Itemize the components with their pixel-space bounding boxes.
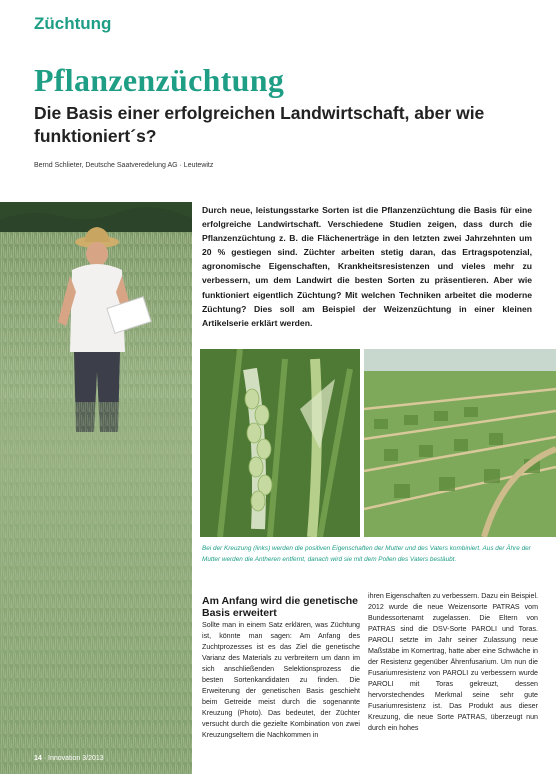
intro-text: Durch neue, leistungsstarke Sorten ist die Pflanzenzüchtung die Basis für eine erfolgreiche Landwirtschaft. Verschiedene Studien zeigen, dass durch die Pflanzenzüchtung z. B. die Flächenerträge in den letzten zwei Jahrzehnten um 20 % gestiegen sind. Züchter arbeiten stetig daran, das Ertragspotenzial, agronomische Eigenschaften, Krankheitsresistenzen und vieles mehr zu verbessern, um dem Landwirt die besten Sorten zu präsentieren. Aber wie funktioniert eigentlich Züchtung? Mit welchen Techniken arbeitet die moderne Züchtung? Dies soll am Beispiel der Weizenzüchtung in einer kleinen Artikelserie erklärt werden. — [202, 205, 532, 328]
section-heading: Am Anfang wird die genetische Basis erweitert — [202, 595, 358, 619]
page-footer — [34, 755, 104, 762]
article-subtitle: Die Basis einer erfolgreichen Landwirtschaft, aber wie funktioniert´s? — [34, 103, 485, 146]
article-column-2 — [368, 591, 538, 734]
journal-issue: · Innovation 3/2013 — [43, 755, 104, 762]
column-1-text: Sollte man in einem Satz erklären, was Züchtung ist, könnte man sagen: Am Anfang des Zuchtprozesses ist es das Ziel die genetische Varianz des Materials zu verbreitern um dann im sich anschließenden Selektionsprozess die besten Sortenkandidaten zu finden. Die Erweiterung der genetischen Basis geschieht beim Getreide meist durch die sogenannte Kreuzung (Photo). Das bedeutet, der Züchter versucht durch die gezielte Kombination von zwei Kreuzungseltern die Nachkommen in — [202, 621, 360, 739]
article-title: Pflanzenzüchtung — [34, 62, 285, 98]
intro-paragraph — [202, 203, 532, 330]
section-label: Züchtung — [34, 14, 112, 33]
wheat-crossing-photo — [200, 349, 360, 537]
column-2-text: ihren Eigenschaften zu verbessern. Dazu ein Beispiel. 2012 wurde die neue Weizensorte PATRAS vom Bundessortenamt zugelassen. Die Eltern von PATRAS sind die DSV-Sorte PAROLI und Toras. PAROLI setzte im Jahr seiner Zulassung neue Maßstäbe im Kornertrag, hatte aber eine Schwäche in der Resistenz gegenüber Ährenfusarium. Um nun die Fusariumresistenz von PAROLI zu verbessern wurde PAROLI mit Toras gekreuzt, dessen hervorstechendes Merkmal seine sehr gute Fusariumresistenz ist. Das Produkt aus dieser Kreuzung, die neue Sorte PATRAS, überzeugt nun durch ein hohes — [368, 592, 538, 732]
author-byline: Bernd Schlieter, Deutsche Saatveredelung AG · Leutewitz — [34, 162, 214, 169]
page-number: 14 — [34, 755, 42, 762]
trial-field-photo — [364, 349, 556, 537]
photo-caption: Bei der Kreuzung (links) werden die positiven Eigenschaften der Mutter und des Vaters kombiniert. Aus der Ähre der Mutter werden die Antheren entfernt, danach wird sie mit dem Pollen des Vaters bestäubt. — [202, 545, 531, 563]
farmer-field-photo — [0, 202, 192, 774]
article-column-1 — [202, 595, 360, 741]
